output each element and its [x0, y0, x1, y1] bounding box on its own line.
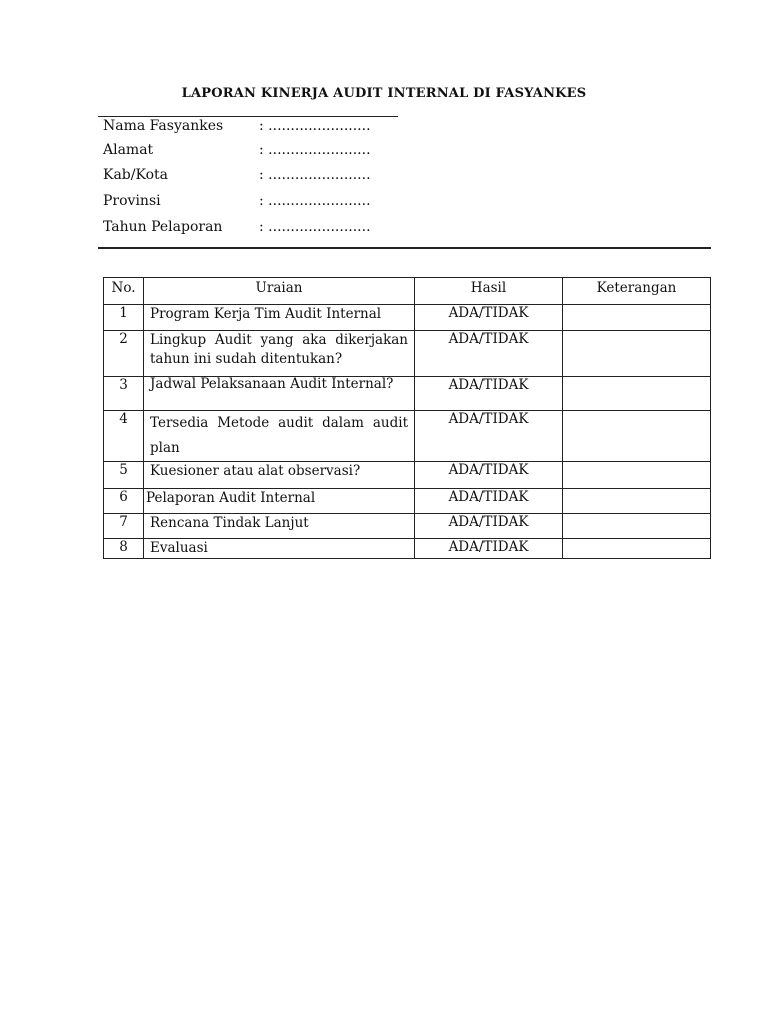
row-no: 1	[104, 305, 144, 331]
field-label: Nama Fasyankes	[103, 118, 224, 134]
header-keterangan: Keterangan	[563, 278, 711, 305]
row-hasil: ADA/TIDAK	[415, 489, 563, 514]
row-keterangan	[563, 411, 711, 462]
row-no: 7	[104, 514, 144, 539]
field-value: : .......................	[259, 167, 371, 183]
row-no: 6	[104, 489, 144, 514]
field-label: Tahun Pelaporan	[103, 219, 223, 235]
audit-table	[103, 277, 711, 559]
row-uraian-cell	[144, 331, 415, 377]
row-no: 2	[104, 331, 144, 377]
header-divider-top	[98, 116, 398, 117]
header-divider-bottom	[98, 247, 711, 249]
row-no: 5	[104, 462, 144, 489]
table-row	[104, 331, 711, 377]
header-uraian: Uraian	[144, 278, 415, 305]
field-label: Alamat	[103, 142, 154, 158]
row-keterangan	[563, 462, 711, 489]
table-row	[104, 377, 711, 411]
header-hasil: Hasil	[415, 278, 563, 305]
table-row	[104, 462, 711, 489]
row-uraian: Program Kerja Tim Audit Internal	[144, 305, 415, 331]
row-uraian: Pelaporan Audit Internal	[144, 489, 415, 514]
row-hasil: ADA/TIDAK	[415, 331, 563, 377]
row-keterangan	[563, 377, 711, 411]
document-title: LAPORAN KINERJA AUDIT INTERNAL DI FASYANKES	[181, 86, 587, 101]
row-uraian: Tersedia Metode audit dalam audit plan	[144, 411, 415, 462]
row-uraian: Evaluasi	[144, 539, 415, 559]
field-label: Kab/Kota	[103, 167, 168, 183]
row-no: 8	[104, 539, 144, 559]
table-header-row	[104, 278, 711, 305]
row-hasil: ADA/TIDAK	[415, 411, 563, 462]
row-keterangan	[563, 305, 711, 331]
table-row	[104, 489, 711, 514]
field-value: : .......................	[259, 142, 371, 158]
row-keterangan	[563, 514, 711, 539]
row-hasil: ADA/TIDAK	[415, 377, 563, 411]
row-no: 4	[104, 411, 144, 462]
row-no: 3	[104, 377, 144, 411]
row-uraian: Jadwal Pelaksanaan Audit Internal?	[144, 377, 415, 411]
row-hasil: ADA/TIDAK	[415, 514, 563, 539]
row-uraian: Rencana Tindak Lanjut	[144, 514, 415, 539]
row-uraian: Lingkup Audit yang aka dikerjakan tahun ini sudah ditentukan?	[150, 332, 408, 367]
field-value: : .......................	[259, 118, 371, 134]
header-no: No.	[104, 278, 144, 305]
row-keterangan	[563, 539, 711, 559]
field-value: : .......................	[259, 193, 371, 209]
row-keterangan	[563, 331, 711, 377]
table-row	[104, 411, 711, 462]
field-label: Provinsi	[103, 193, 161, 209]
table-row	[104, 539, 711, 559]
table-row	[104, 305, 711, 331]
row-hasil: ADA/TIDAK	[415, 305, 563, 331]
table-row	[104, 514, 711, 539]
row-hasil: ADA/TIDAK	[415, 462, 563, 489]
field-value: : .......................	[259, 219, 371, 235]
row-keterangan	[563, 489, 711, 514]
row-uraian: Kuesioner atau alat observasi?	[144, 462, 415, 489]
row-hasil: ADA/TIDAK	[415, 539, 563, 559]
